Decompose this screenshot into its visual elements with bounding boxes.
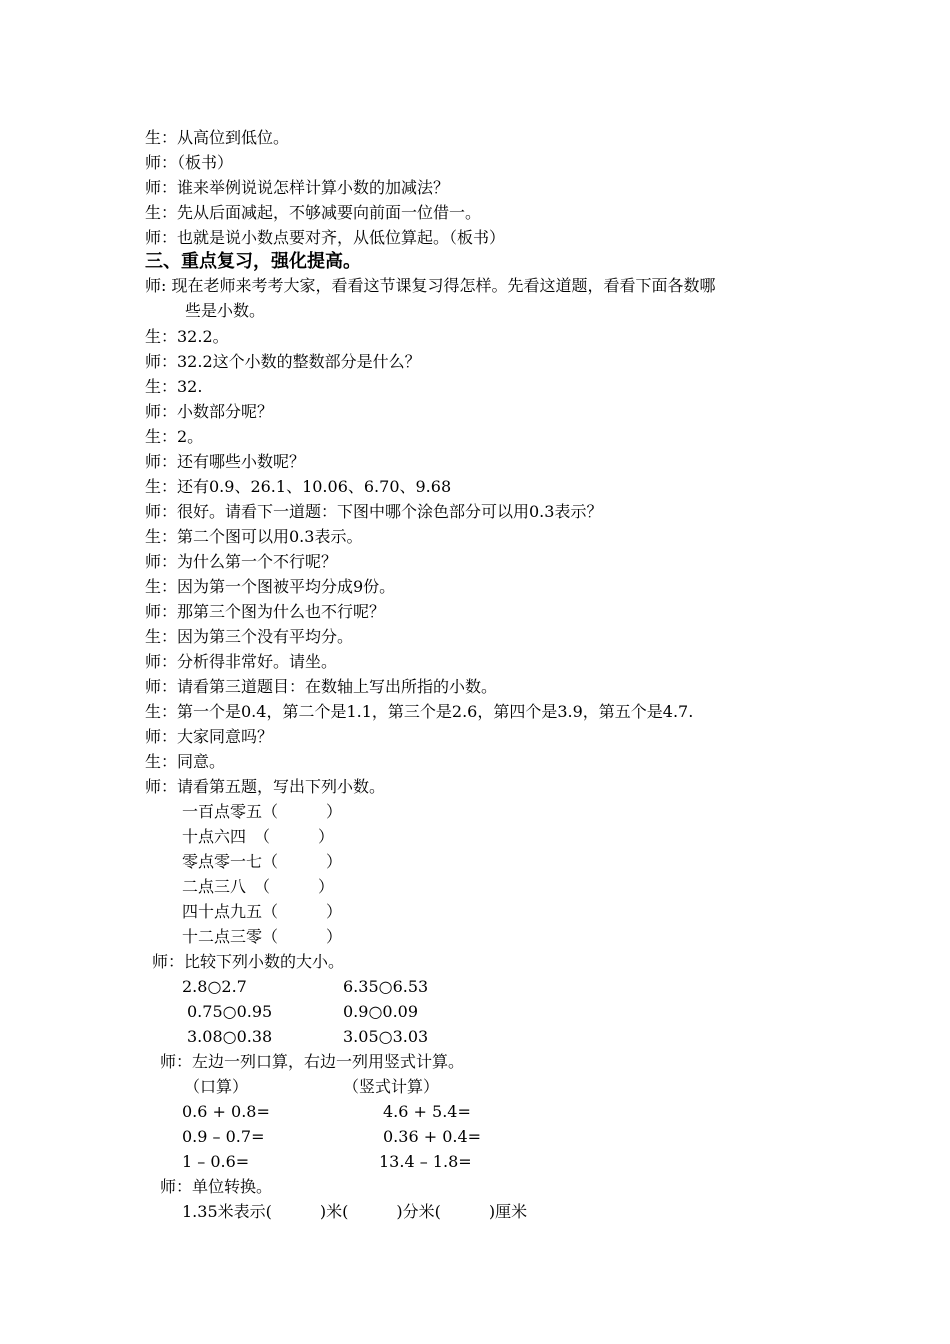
- compare-item: 0.75○0.95: [187, 1002, 273, 1021]
- dialogue-line: 师：分析得非常好。请坐。: [145, 652, 338, 671]
- compare-item: 2.8○2.7: [182, 977, 247, 996]
- dialogue-line: 生：因为第一个图被平均分成9份。: [145, 577, 396, 596]
- dialogue-line: 师：请看第三道题目：在数轴上写出所指的小数。: [145, 677, 498, 696]
- dialogue-line: 生：第二个图可以用0.3表示。: [145, 527, 363, 546]
- dialogue-line: 生：第一个是0.4，第二个是1.1，第三个是2.6，第四个是3.9，第五个是4.7.: [145, 702, 694, 721]
- dialogue-line: 师：（板书）: [145, 153, 234, 172]
- calc-item: 0.9 – 0.7=: [182, 1127, 265, 1146]
- exercise-item: 零点零一七（ ）: [182, 852, 343, 871]
- exercise-item: 一百点零五（ ）: [182, 802, 343, 821]
- calc-item: 0.36 + 0.4=: [383, 1127, 482, 1146]
- calc-item: 4.6 + 5.4=: [383, 1102, 471, 1121]
- dialogue-line: 师：请看第五题，写出下列小数。: [145, 777, 386, 796]
- dialogue-line: 生：32.: [145, 377, 203, 396]
- dialogue-line: 师：大家同意吗？: [145, 727, 274, 746]
- dialogue-line: 师：比较下列小数的大小。: [152, 952, 345, 971]
- compare-item: 3.08○0.38: [187, 1027, 273, 1046]
- calc-item: 0.6 + 0.8=: [182, 1102, 270, 1121]
- dialogue-line: 师：也就是说小数点要对齐，从低位算起。（板书）: [145, 228, 506, 247]
- exercise-item: 二点三八 （ ）: [182, 877, 335, 896]
- dialogue-line: 师：那第三个图为什么也不行呢？: [145, 602, 386, 621]
- calc-header: （口算）: [184, 1077, 249, 1096]
- calc-item: 1 – 0.6=: [182, 1152, 250, 1171]
- dialogue-line: 师：很好。请看下一道题：下图中哪个涂色部分可以用0.3表示？: [145, 502, 603, 521]
- calc-item: 13.4 – 1.8=: [379, 1152, 472, 1171]
- dialogue-line: 师：还有哪些小数呢？: [145, 452, 306, 471]
- dialogue-line: 师：32.2这个小数的整数部分是什么？: [145, 352, 421, 371]
- dialogue-line: 师：小数部分呢？: [145, 402, 274, 421]
- dialogue-line: 生：因为第三个没有平均分。: [145, 627, 354, 646]
- dialogue-line: 师：左边一列口算，右边一列用竖式计算。: [160, 1052, 465, 1071]
- exercise-item: 十二点三零（ ）: [182, 927, 343, 946]
- compare-item: 3.05○3.03: [343, 1027, 429, 1046]
- dialogue-line: 师: 现在老师来考考大家，看看这节课复习得怎样。先看这道题，看看下面各数哪: [145, 276, 716, 295]
- dialogue-line: 生：2。: [145, 427, 204, 446]
- dialogue-line: 师：为什么第一个不行呢？: [145, 552, 338, 571]
- section-heading: 三、重点复习，强化提高。: [145, 251, 361, 272]
- dialogue-line: 生：从高位到低位。: [145, 128, 290, 147]
- dialogue-line: 些是小数。: [185, 301, 266, 320]
- dialogue-line: 师：单位转换。: [160, 1177, 273, 1196]
- calc-header: （竖式计算）: [343, 1077, 440, 1096]
- unit-conversion-item: 1.35米表示( )米( )分米( )厘米: [182, 1202, 528, 1221]
- dialogue-line: 生：先从后面减起，不够减要向前面一位借一。: [145, 203, 482, 222]
- compare-item: 6.35○6.53: [343, 977, 429, 996]
- dialogue-line: 生：同意。: [145, 752, 226, 771]
- exercise-item: 十点六四 （ ）: [182, 827, 335, 846]
- dialogue-line: 生：32.2。: [145, 327, 229, 346]
- dialogue-line: 生：还有0.9、26.1、10.06、6.70、9.68: [145, 477, 452, 496]
- dialogue-line: 师：谁来举例说说怎样计算小数的加减法？: [145, 178, 450, 197]
- compare-item: 0.9○0.09: [343, 1002, 419, 1021]
- exercise-item: 四十点九五（ ）: [182, 902, 343, 921]
